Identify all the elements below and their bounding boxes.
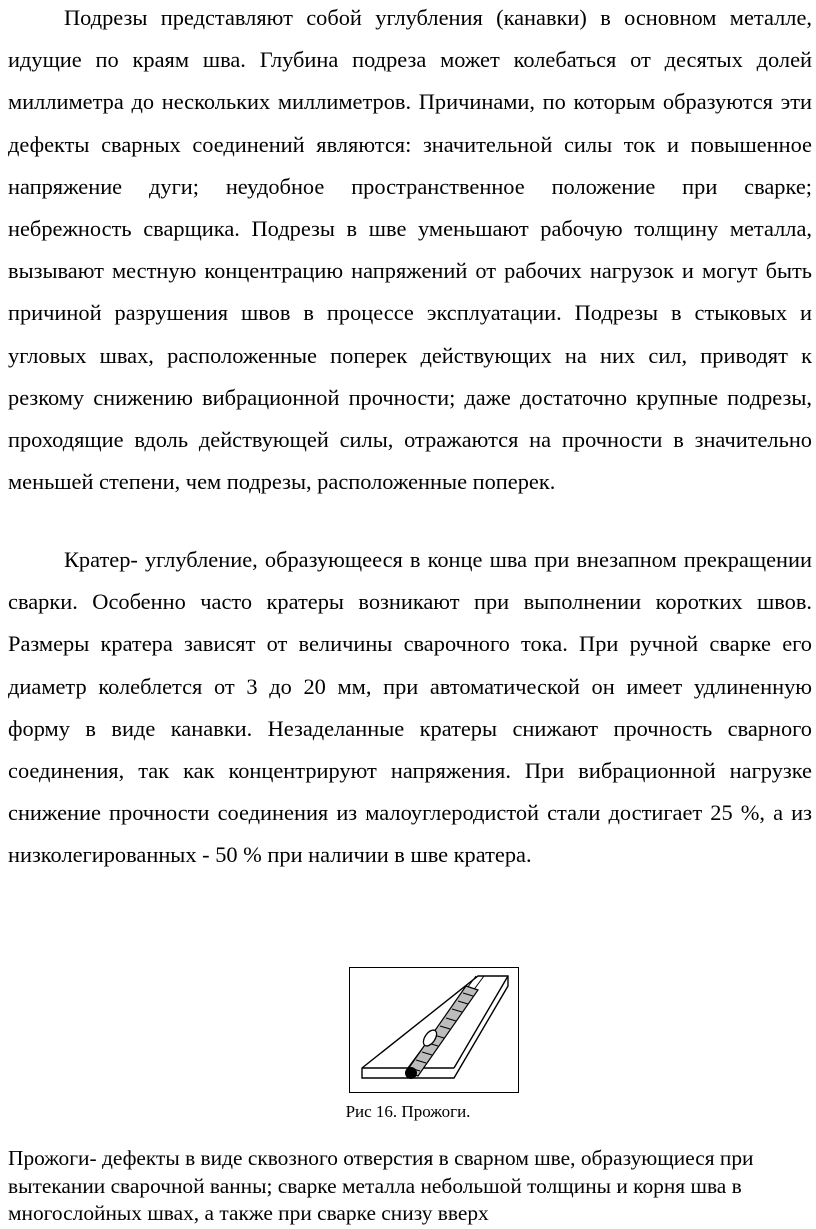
paragraph-burnthrough: Прожоги- дефекты в виде сквозного отверстия в сварном шве, образующиеся при вытекании сварочной ванны; сварке металла небольшой толщины и корня шва в многослойных швах, а также при сварке снизу вверх <box>8 1146 754 1225</box>
end-crater <box>405 1067 417 1079</box>
paragraph-crater: Кратер- углубление, образующееся в конце шва при внезапном прекращении сварки. Особенно часто кратеры возникают при выполнении коротких швов. Размеры кратера зависят от величины сварочного тока. При ручной сварке его диаметр колеблется от 3 до 20 мм, при автоматической он имеет удлиненную форму в виде канавки. Незаделанные кратеры снижают прочность сварного соединения, так как концентрируют напряжения. При вибрационной нагрузке снижение прочности соединения из малоуглеродистой стали достигает 25 %, а из низколегированных - 50 % при наличии в шве кратера. <box>8 547 812 868</box>
figure-caption: Рис 16. Прожоги. <box>345 1102 471 1121</box>
figure-burnthrough-illustration <box>349 967 519 1093</box>
plate-outline <box>362 976 508 1078</box>
paragraph-undercuts: Подрезы представляют собой углубления (канавки) в основном металле, идущие по краям шва. Глубина подреза может колебаться от десятых долей миллиметра до нескольких миллиметров. Причинами, по которым образуются эти дефекты сварных соединений являются: значительной силы ток и повышенное напряжение дуги; неудобное пространственное положение при сварке; небрежность сварщика. Подрезы в шве уменьшают рабочую толщину металла, вызывают местную концентрацию напряжений от рабочих нагрузок и могут быть причиной разрушения швов в процессе эксплуатации. Подрезы в стыковых и угловых швах, расположенные поперек действующих на них сил, приводят к резкому снижению вибрационной прочности; даже достаточно крупные подрезы, проходящие вдоль действующей силы, отражаются на прочности в значительно меньшей степени, чем подрезы, расположенные поперек. <box>8 5 812 495</box>
